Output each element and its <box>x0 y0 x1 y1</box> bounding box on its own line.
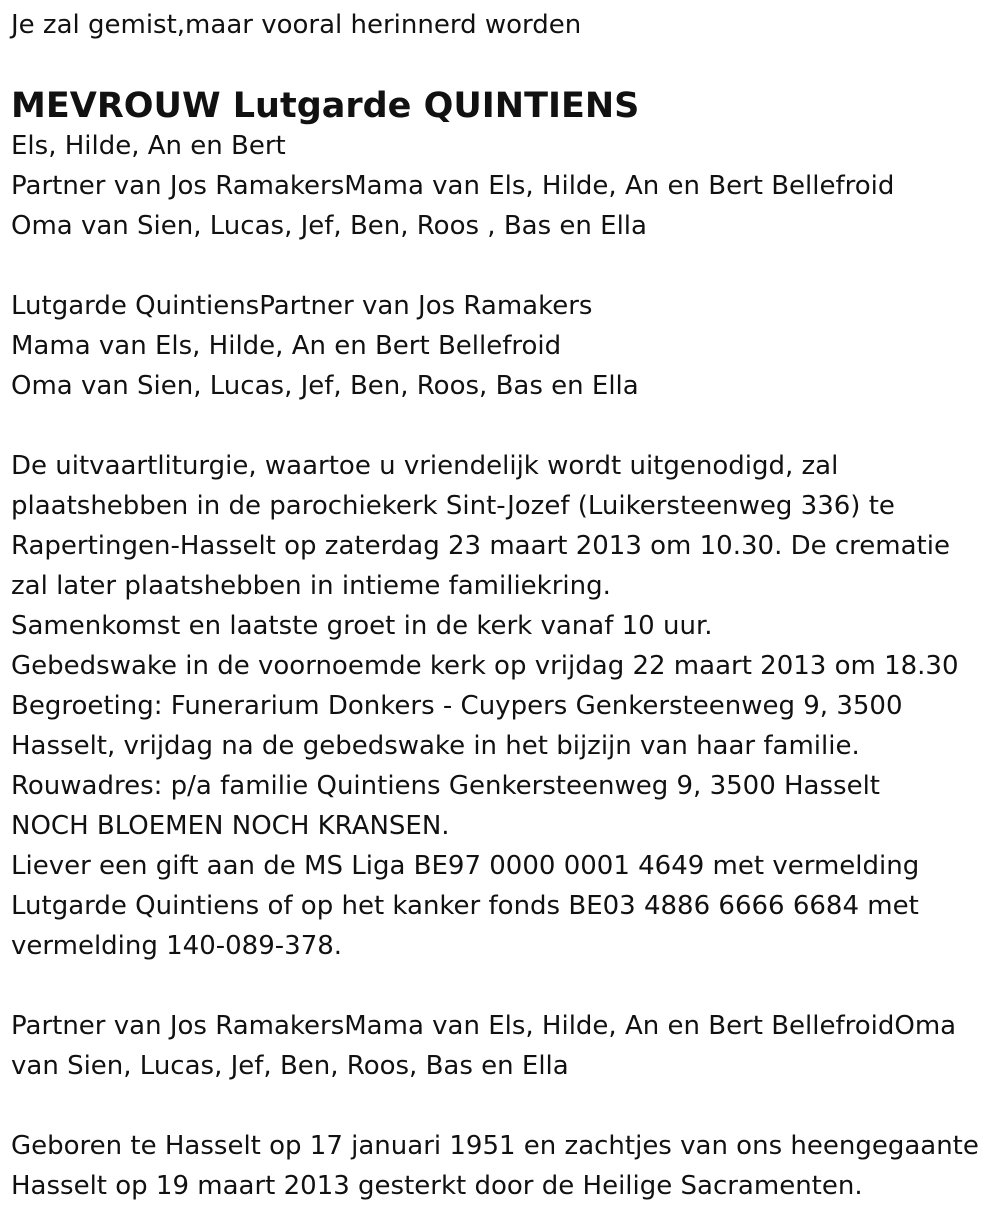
family-block-1 <box>11 126 1000 246</box>
text-line: Hasselt, vrijdag na de gebedswake in het bijzijn van haar familie. <box>11 731 860 761</box>
paragraph-gap <box>11 406 1000 446</box>
intro-quote: Je zal gemist,maar vooral herinnerd worden <box>11 10 582 40</box>
text-line: Hasselt op 19 maart 2013 gesterkt door de Heilige Sacramenten. <box>11 1171 863 1201</box>
text-line: Lutgarde QuintiensPartner van Jos Ramakers <box>11 291 593 321</box>
text-line: Gebedswake in de voornoemde kerk op vrijdag 22 maart 2013 om 18.30 <box>11 651 959 681</box>
birth-death-block <box>11 1126 1000 1206</box>
deceased-name: MEVROUW Lutgarde QUINTIENS <box>11 86 640 126</box>
text-line: Partner van Jos RamakersMama van Els, Hilde, An en Bert Bellefroid <box>11 171 895 201</box>
text-line: Rouwadres: p/a familie Quintiens Genkersteenweg 9, 3500 Hasselt <box>11 771 880 801</box>
text-line: Liever een gift aan de MS Liga BE97 0000 0001 4649 met vermelding <box>11 851 920 881</box>
text-line: Lutgarde Quintiens of op het kanker fonds BE03 4886 6666 6684 met <box>11 891 919 921</box>
funeral-details-block <box>11 446 1000 966</box>
text-line: NOCH BLOEMEN NOCH KRANSEN. <box>11 811 450 841</box>
text-line: zal later plaatshebben in intieme familiekring. <box>11 571 611 601</box>
text-line: Begroeting: Funerarium Donkers - Cuypers Genkersteenweg 9, 3500 <box>11 691 903 721</box>
text-line: van Sien, Lucas, Jef, Ben, Roos, Bas en Ella <box>11 1051 569 1081</box>
text-line: Oma van Sien, Lucas, Jef, Ben, Roos , Bas en Ella <box>11 211 647 241</box>
text-line: Geboren te Hasselt op 17 januari 1951 en zachtjes van ons heengegaante <box>11 1131 979 1161</box>
text-line: Partner van Jos RamakersMama van Els, Hilde, An en Bert BellefroidOma <box>11 1011 957 1041</box>
text-line: plaatshebben in de parochiekerk Sint-Jozef (Luikersteenweg 336) te <box>11 491 895 521</box>
text-line: De uitvaartliturgie, waartoe u vriendelijk wordt uitgenodigd, zal <box>11 451 839 481</box>
paragraph-gap <box>11 966 1000 1006</box>
text-line: Samenkomst en laatste groet in de kerk vanaf 10 uur. <box>11 611 713 641</box>
text-line: Oma van Sien, Lucas, Jef, Ben, Roos, Bas en Ella <box>11 371 639 401</box>
family-block-2 <box>11 286 1000 406</box>
family-block-3 <box>11 1006 1000 1086</box>
text-line: Els, Hilde, An en Bert <box>11 131 286 161</box>
text-line: vermelding 140-089-378. <box>11 931 343 961</box>
text-line: Rapertingen-Hasselt op zaterdag 23 maart 2013 om 10.30. De crematie <box>11 531 950 561</box>
paragraph-gap <box>11 1086 1000 1126</box>
paragraph-gap <box>11 246 1000 286</box>
text-line: Mama van Els, Hilde, An en Bert Bellefroid <box>11 331 562 361</box>
